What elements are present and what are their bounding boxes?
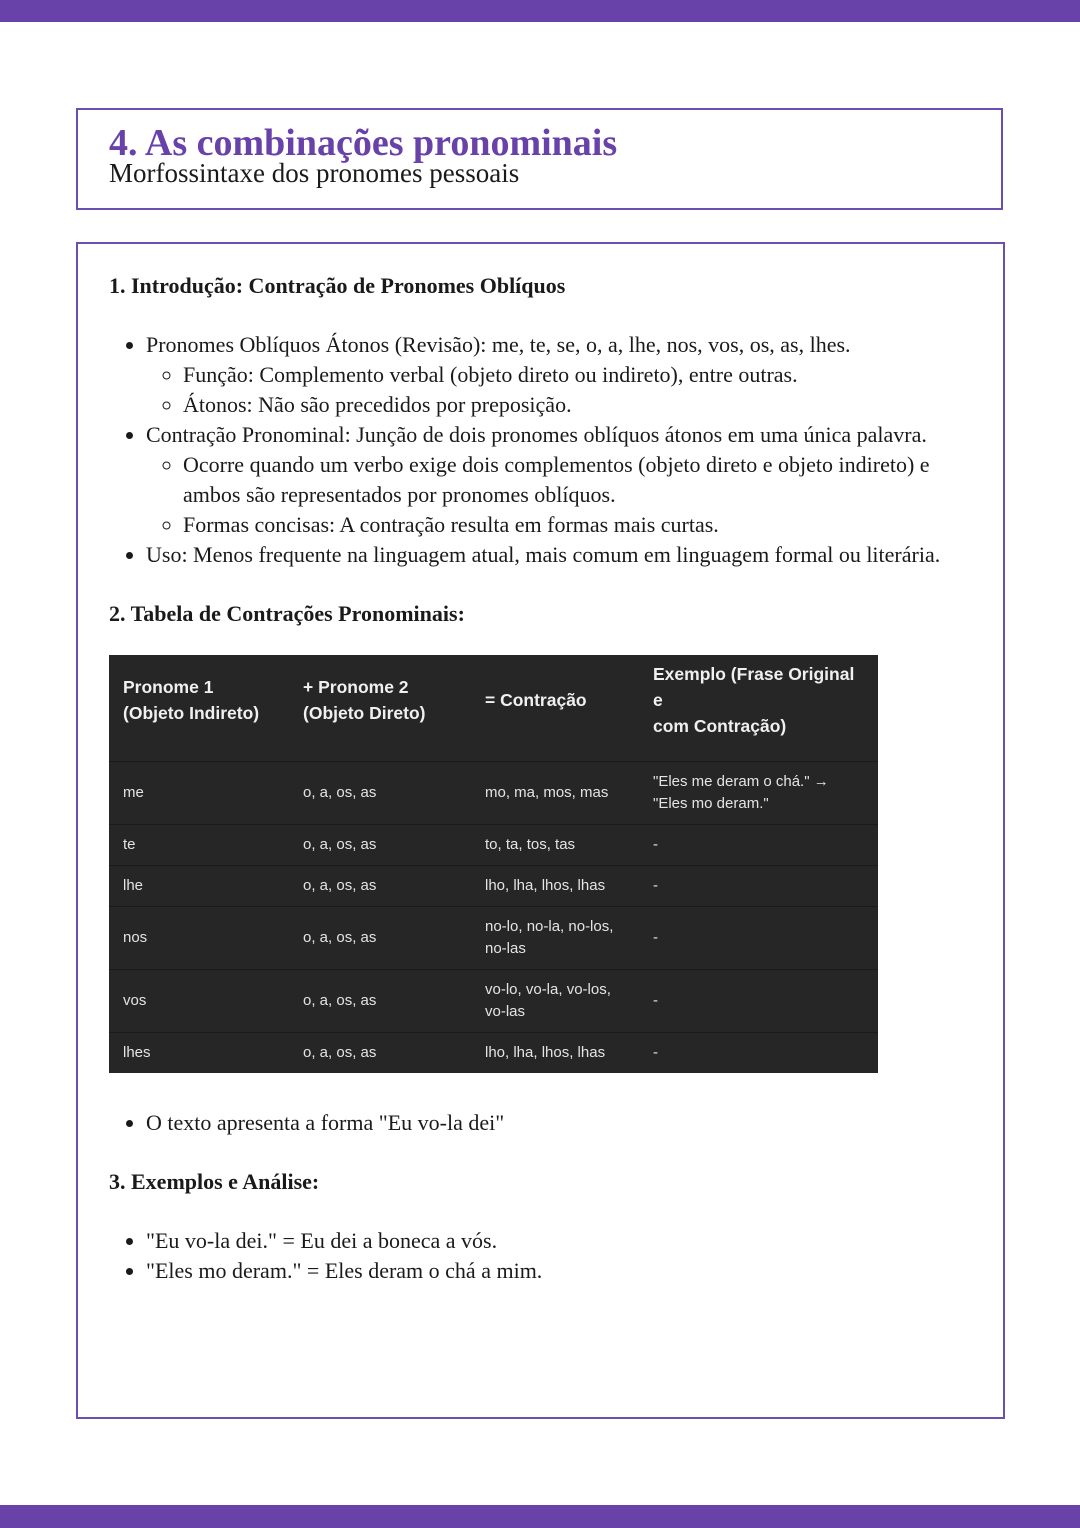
list-item: • "Eu vo-la dei." = Eu dei a boneca a vós. xyxy=(146,1226,979,1256)
table-cell: o, a, os, as xyxy=(289,866,471,907)
sub-list-item: ◦ Átonos: Não são precedidos por preposição. xyxy=(183,390,979,420)
page-title: 4. As combinações pronominais xyxy=(109,122,618,164)
table-cell: mo, ma, mos, mas xyxy=(471,762,639,825)
bullet-text: Contração Pronominal: Junção de dois pronomes oblíquos átonos em uma única palavra. xyxy=(146,422,927,447)
table-cell: - xyxy=(639,825,878,866)
table-row xyxy=(109,907,878,970)
table-cell: vos xyxy=(109,970,289,1033)
title-box xyxy=(76,108,1003,210)
header-line: (Objeto Direto) xyxy=(303,703,426,723)
header-line: Exemplo (Frase Original e xyxy=(653,664,855,710)
list-item: • O texto apresenta a forma "Eu vo-la dei" xyxy=(146,1108,979,1138)
list-item: • Uso: Menos frequente na linguagem atual, mais comum em linguagem formal ou literária. xyxy=(146,540,979,570)
table-cell: o, a, os, as xyxy=(289,762,471,825)
sub-list-item: ◦ Função: Complemento verbal (objeto direto ou indireto), entre outras. xyxy=(183,360,979,390)
header-line: com Contração) xyxy=(653,716,787,736)
section-2-note-list xyxy=(109,1108,979,1138)
sub-list xyxy=(146,360,979,420)
table-cell xyxy=(639,762,878,825)
table-cell: lhe xyxy=(109,866,289,907)
sub-list xyxy=(146,450,979,540)
table-cell: - xyxy=(639,866,878,907)
table-cell: lho, lha, lhos, lhas xyxy=(471,866,639,907)
table-cell: lho, lha, lhos, lhas xyxy=(471,1033,639,1074)
bullet-text: Pronomes Oblíquos Átonos (Revisão): me, te, se, o, a, lhe, nos, vos, os, as, lhes. xyxy=(146,332,851,357)
table-cell: - xyxy=(639,907,878,970)
list-item xyxy=(146,420,979,540)
sub-list-item: ◦ Formas concisas: A contração resulta em formas mais curtas. xyxy=(183,510,979,540)
section-3-list xyxy=(109,1226,979,1286)
header-line: Pronome 1 xyxy=(123,677,214,697)
contractions-table xyxy=(109,655,878,1073)
bottom-accent-bar xyxy=(0,1505,1080,1528)
table-cell: o, a, os, as xyxy=(289,825,471,866)
list-item xyxy=(146,330,979,420)
example-line: "Eles mo deram." xyxy=(653,795,769,812)
table-row xyxy=(109,825,878,866)
section-1-list xyxy=(109,330,979,570)
table-cell: nos xyxy=(109,907,289,970)
header-line: + Pronome 2 xyxy=(303,677,409,697)
table-row xyxy=(109,866,878,907)
content-box xyxy=(76,242,1005,1419)
table-cell: no-lo, no-la, no-los, no-las xyxy=(471,907,639,970)
content xyxy=(109,244,979,1286)
header-line: (Objeto Indireto) xyxy=(123,703,260,723)
list-item: • "Eles mo deram." = Eles deram o chá a mim. xyxy=(146,1256,979,1286)
table-row xyxy=(109,762,878,825)
example-line: "Eles me deram o chá." → xyxy=(653,773,829,790)
section-2-heading: 2. Tabela de Contrações Pronominais: xyxy=(109,601,465,626)
column-header xyxy=(639,655,878,762)
table-row xyxy=(109,970,878,1033)
table-cell: to, ta, tos, tas xyxy=(471,825,639,866)
table-cell: lhes xyxy=(109,1033,289,1074)
column-header xyxy=(109,655,289,762)
table-cell: o, a, os, as xyxy=(289,1033,471,1074)
table-cell: te xyxy=(109,825,289,866)
header-line: = Contração xyxy=(485,690,587,710)
table-cell: - xyxy=(639,970,878,1033)
table-cell: me xyxy=(109,762,289,825)
page-subtitle: Morfossintaxe dos pronomes pessoais xyxy=(109,158,520,188)
section-1-heading: 1. Introdução: Contração de Pronomes Oblíquos xyxy=(109,273,566,298)
sub-list-item: ◦ Ocorre quando um verbo exige dois complementos (objeto direto e objeto indireto) e ambos são representados por pronomes oblíquos. xyxy=(183,450,979,510)
table-cell: - xyxy=(639,1033,878,1074)
table-cell: vo-lo, vo-la, vo-los, vo-las xyxy=(471,970,639,1033)
column-header xyxy=(289,655,471,762)
table-header-row xyxy=(109,655,878,762)
table-cell: o, a, os, as xyxy=(289,970,471,1033)
table-row xyxy=(109,1033,878,1074)
section-3-heading: 3. Exemplos e Análise: xyxy=(109,1169,320,1194)
top-accent-bar xyxy=(0,0,1080,22)
table-cell: o, a, os, as xyxy=(289,907,471,970)
column-header xyxy=(471,655,639,762)
